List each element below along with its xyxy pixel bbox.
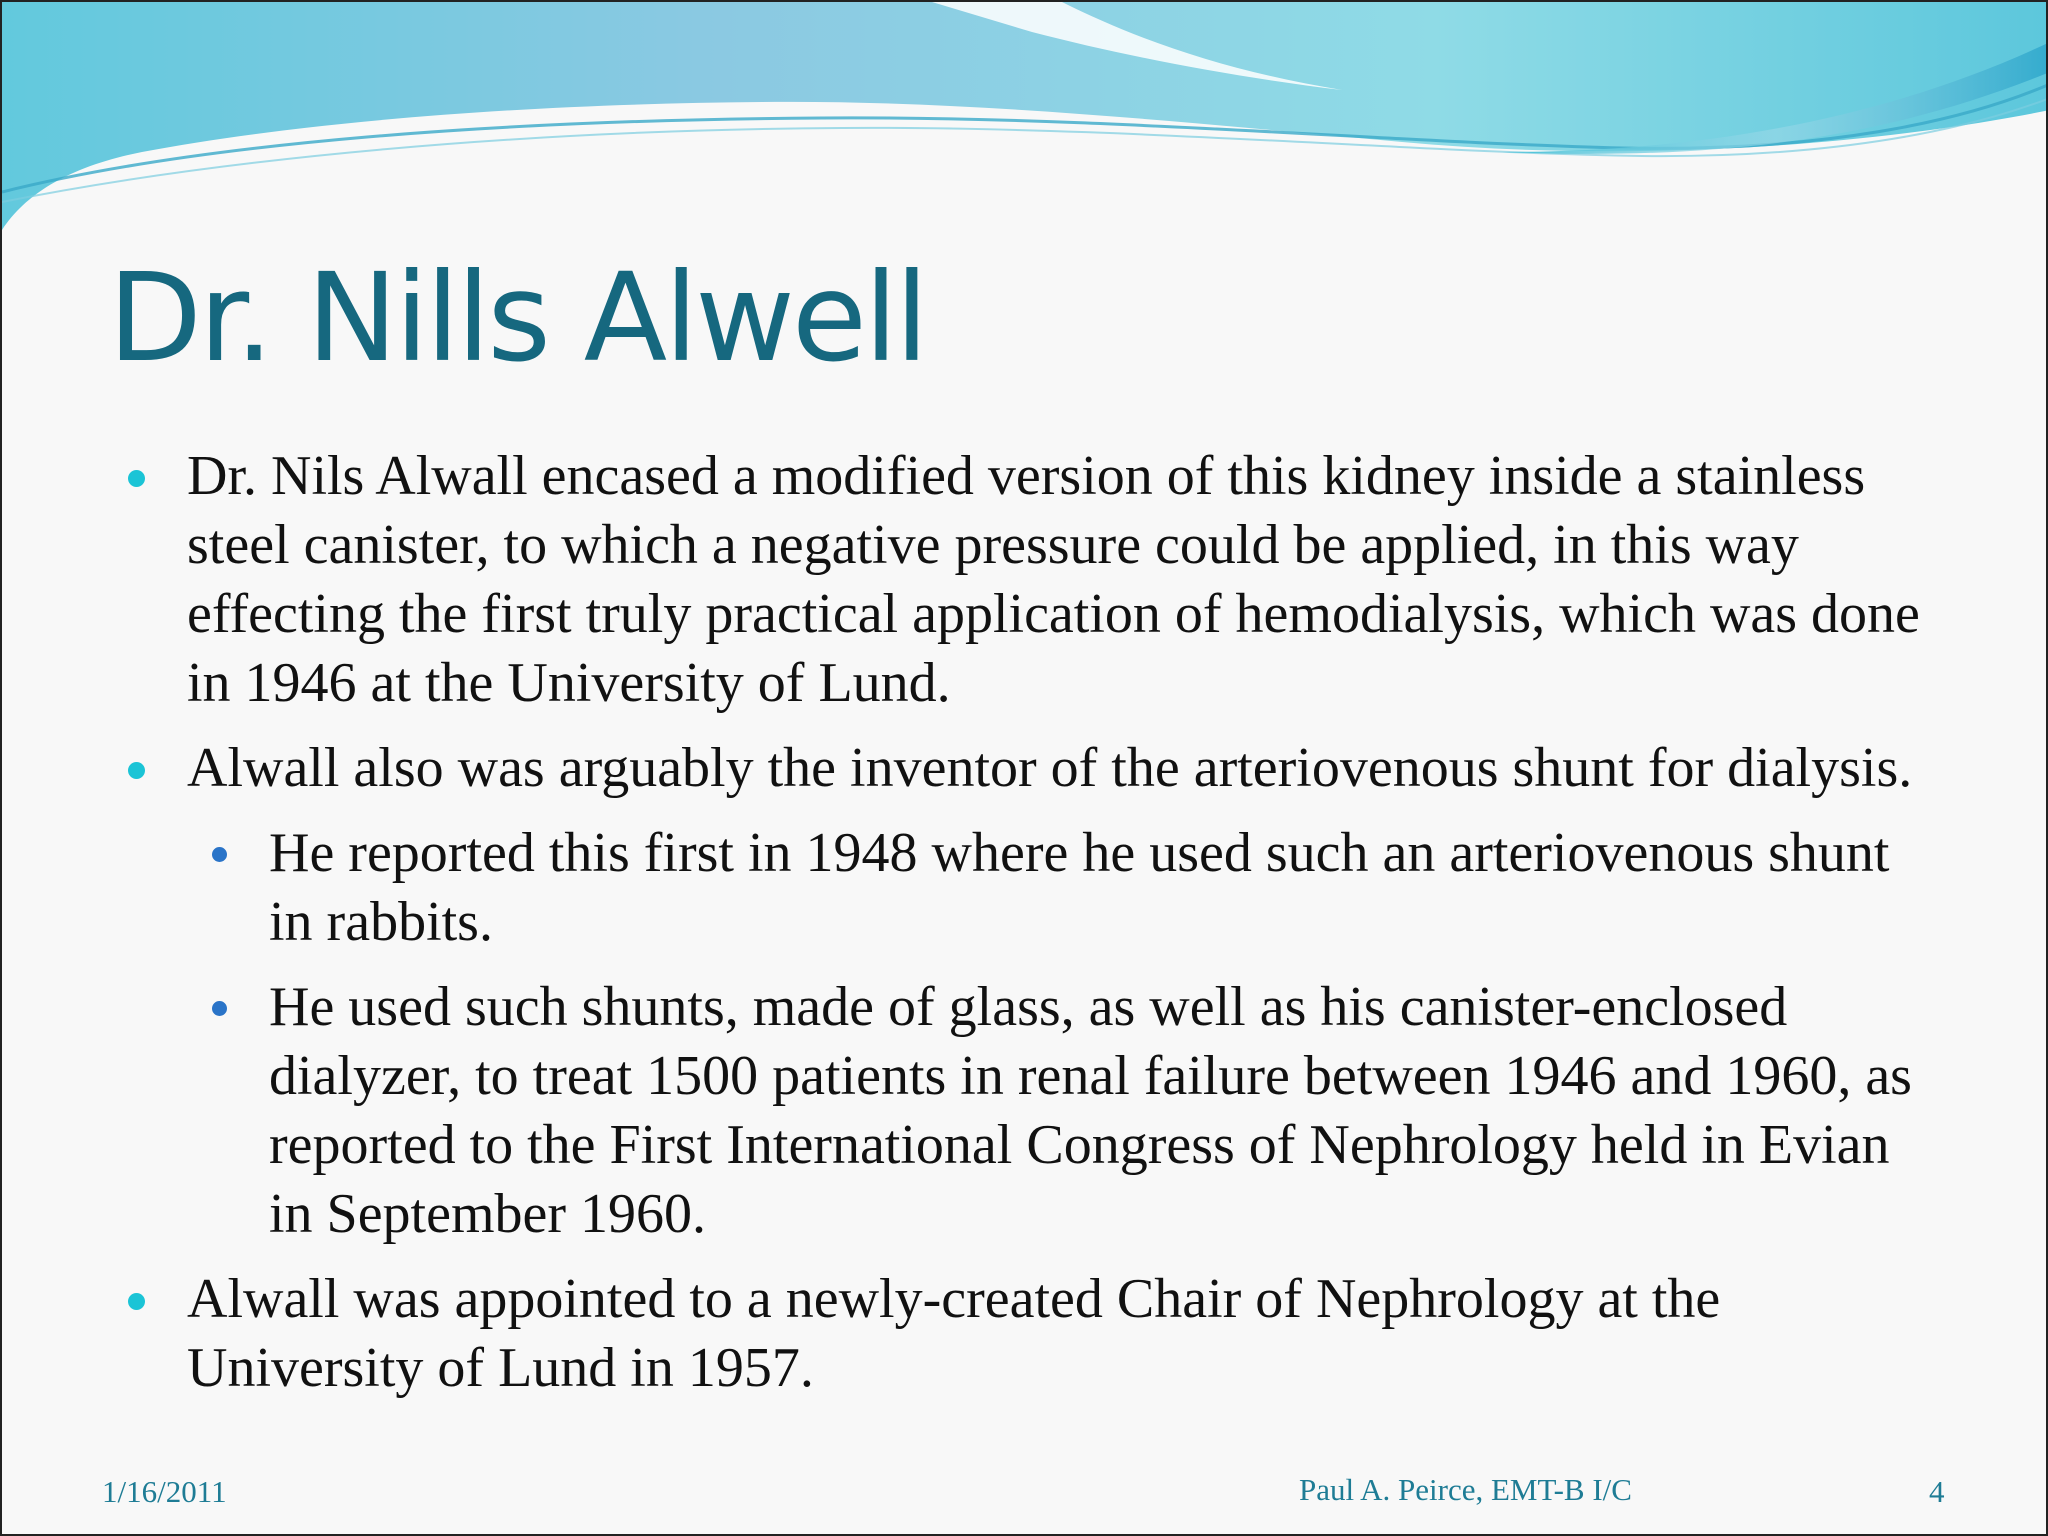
footer-date: 1/16/2011 <box>102 1474 227 1509</box>
bullet-dot-icon <box>128 470 145 487</box>
bullet-item <box>128 734 1928 803</box>
bullet-item <box>128 442 1928 718</box>
sub-bullet-item <box>212 819 1928 957</box>
bullet-text: Alwall was appointed to a newly-created Chair of Nephrology at the University of Lund in 1957. <box>187 1268 1721 1399</box>
header-wave-decoration <box>2 2 2048 262</box>
bullet-dot-icon <box>128 1293 145 1310</box>
sub-bullet-text: He used such shunts, made of glass, as well as his canister-enclosed dialyzer, to treat 1500 patients in renal failure between 1946 and 1960, as reported to the First International Congress of Nephrology held in Evian in September 1960. <box>269 976 1912 1245</box>
footer-author: Paul A. Peirce, EMT-B I/C <box>1299 1472 1632 1507</box>
bullet-item <box>128 1265 1928 1403</box>
bullet-dot-icon <box>128 762 145 779</box>
sub-bullet-text: He reported this first in 1948 where he used such an arteriovenous shunt in rabbits. <box>269 822 1890 953</box>
bullet-text: Dr. Nils Alwall encased a modified version of this kidney inside a stainless steel canister, to which a negative pressure could be applied, in this way effecting the first truly practical application of hemodialysis, which was done in 1946 at the University of Lund. <box>187 445 1920 714</box>
slide-title: Dr. Nills Alwell <box>108 247 926 389</box>
bullet-text: Alwall also was arguably the inventor of the arteriovenous shunt for dialysis. <box>187 737 1913 799</box>
bullet-list <box>128 442 1928 1419</box>
sub-bullet-dot-icon <box>212 1001 227 1016</box>
sub-bullet-dot-icon <box>212 847 227 862</box>
page-number: 4 <box>1929 1474 1945 1509</box>
sub-bullet-item <box>212 973 1928 1249</box>
